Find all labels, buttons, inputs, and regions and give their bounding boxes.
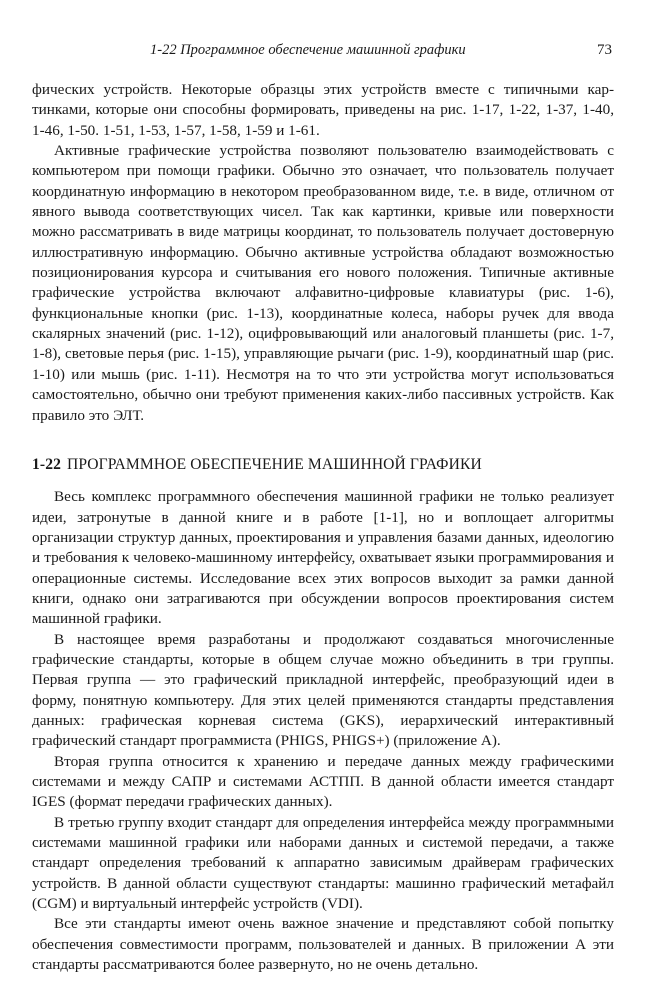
paragraph-software-complex: Весь комплекс программного обеспечения машинной графики не только реализует идеи, затронутые в данной книге и в работе [1-1], но и воплощает алгоритмы организации структур данных, проектирования и управления базами данных, идеологию и требования к человеко-машинному интерфейсу, охватывает языки программирования и операционные системы. Исследование всех этих вопросов выходит за рамки данной книги, однако они затрагиваются при обсуждении вопросов проектирования систем машинной графики.: [32, 488, 614, 628]
paragraph-second-group: Вторая группа относится к хранению и передаче данных между графическими системами и между САПР и системами АСТПП. В данной области имеется стандарт IGES (формат передачи графических данных).: [32, 752, 614, 811]
book-page: [32, 30, 614, 975]
paragraph-conclusion: Все эти стандарты имеют очень важное значение и представляют собой попытку обеспечения совместимости программ, пользователей и данных. В приложении А эти стандарты рассматриваются более развернуто, но не очень детально.: [32, 915, 614, 974]
section-title: ПРОГРАММНОЕ ОБЕСПЕЧЕНИЕ МАШИННОЙ ГРАФИКИ: [66, 455, 482, 473]
paragraph-third-group: В третью группу входит стандарт для определения интерфейса между программными системами машинной графики или наборами данных и системой передачи, а также стандарт определения требований к аппаратно зависимым драйверам графических устройств. В данной области существуют стандарты: машинно графический метафайл (CGM) и виртуальный интерфейс устройств (VDI).: [32, 813, 614, 913]
running-header: [32, 30, 614, 58]
section-number: 1-22: [32, 455, 61, 473]
page-number: 73: [597, 42, 612, 58]
section-heading: [32, 455, 614, 475]
paragraph-standards-groups: В настоящее время разработаны и продолжают создаваться многочисленные графические стандарты, которые в общем случае можно объединить в три группы. Первая группа — это графический прикладной интерфейс, преобразующий идеи в форму, понятную компьютеру. Для этих целей применяются стандарты представления данных: графическая корневая система (GKS), иерархический интерактивный графический стандарт программиста (PHIGS, PHIGS+) (приложение А).: [32, 630, 614, 750]
running-title: 1-22 Программное обеспечение машинной графики: [150, 42, 466, 58]
paragraph-continuation: фических устройств. Некоторые образцы этих устройств вместе с типичными картинками, которые они способны формировать, приведены на рис. 1-17, 1-22, 1-37, 1-40, 1-46, 1-50. 1-51, 1-53, 1-57, 1-58, 1-59 и 1-61.: [32, 81, 614, 139]
paragraph-active-devices: Активные графические устройства позволяют пользователю взаимодействовать с компьютером при помощи графики. Обычно это означает, что пользователь получает координатную информацию в некотором преобразованном виде, т.е. в виде, отличном от явного вывода соответствующих чисел. Так как картинки, кривые или поверхности можно рассматривать в виде матрицы координат, то пользователь получает достоверную иллюстративную информацию. Обычно активные устройства обладают возможностью позиционирования курсора и считывания его нового положения. Типичные активные графические устройства включают алфавитно-цифровые клавиатуры (рис. 1-6), функциональные кнопки (рис. 1-13), координатные колеса, наборы ручек для ввода скалярных значений (рис. 1-12), оцифровывающий или аналоговый планшеты (рис. 1-7, 1-8), световые перья (рис. 1-15), управляющие рычаги (рис. 1-9), координатный шар (рис. 1-10) или мышь (рис. 1-11). Несмотря на то что эти устройства могут использоваться самостоятельно, обычно они требуют применения каких-либо пассивных устройств. Как правило это ЭЛТ.: [32, 142, 614, 424]
page-body: [32, 80, 614, 975]
